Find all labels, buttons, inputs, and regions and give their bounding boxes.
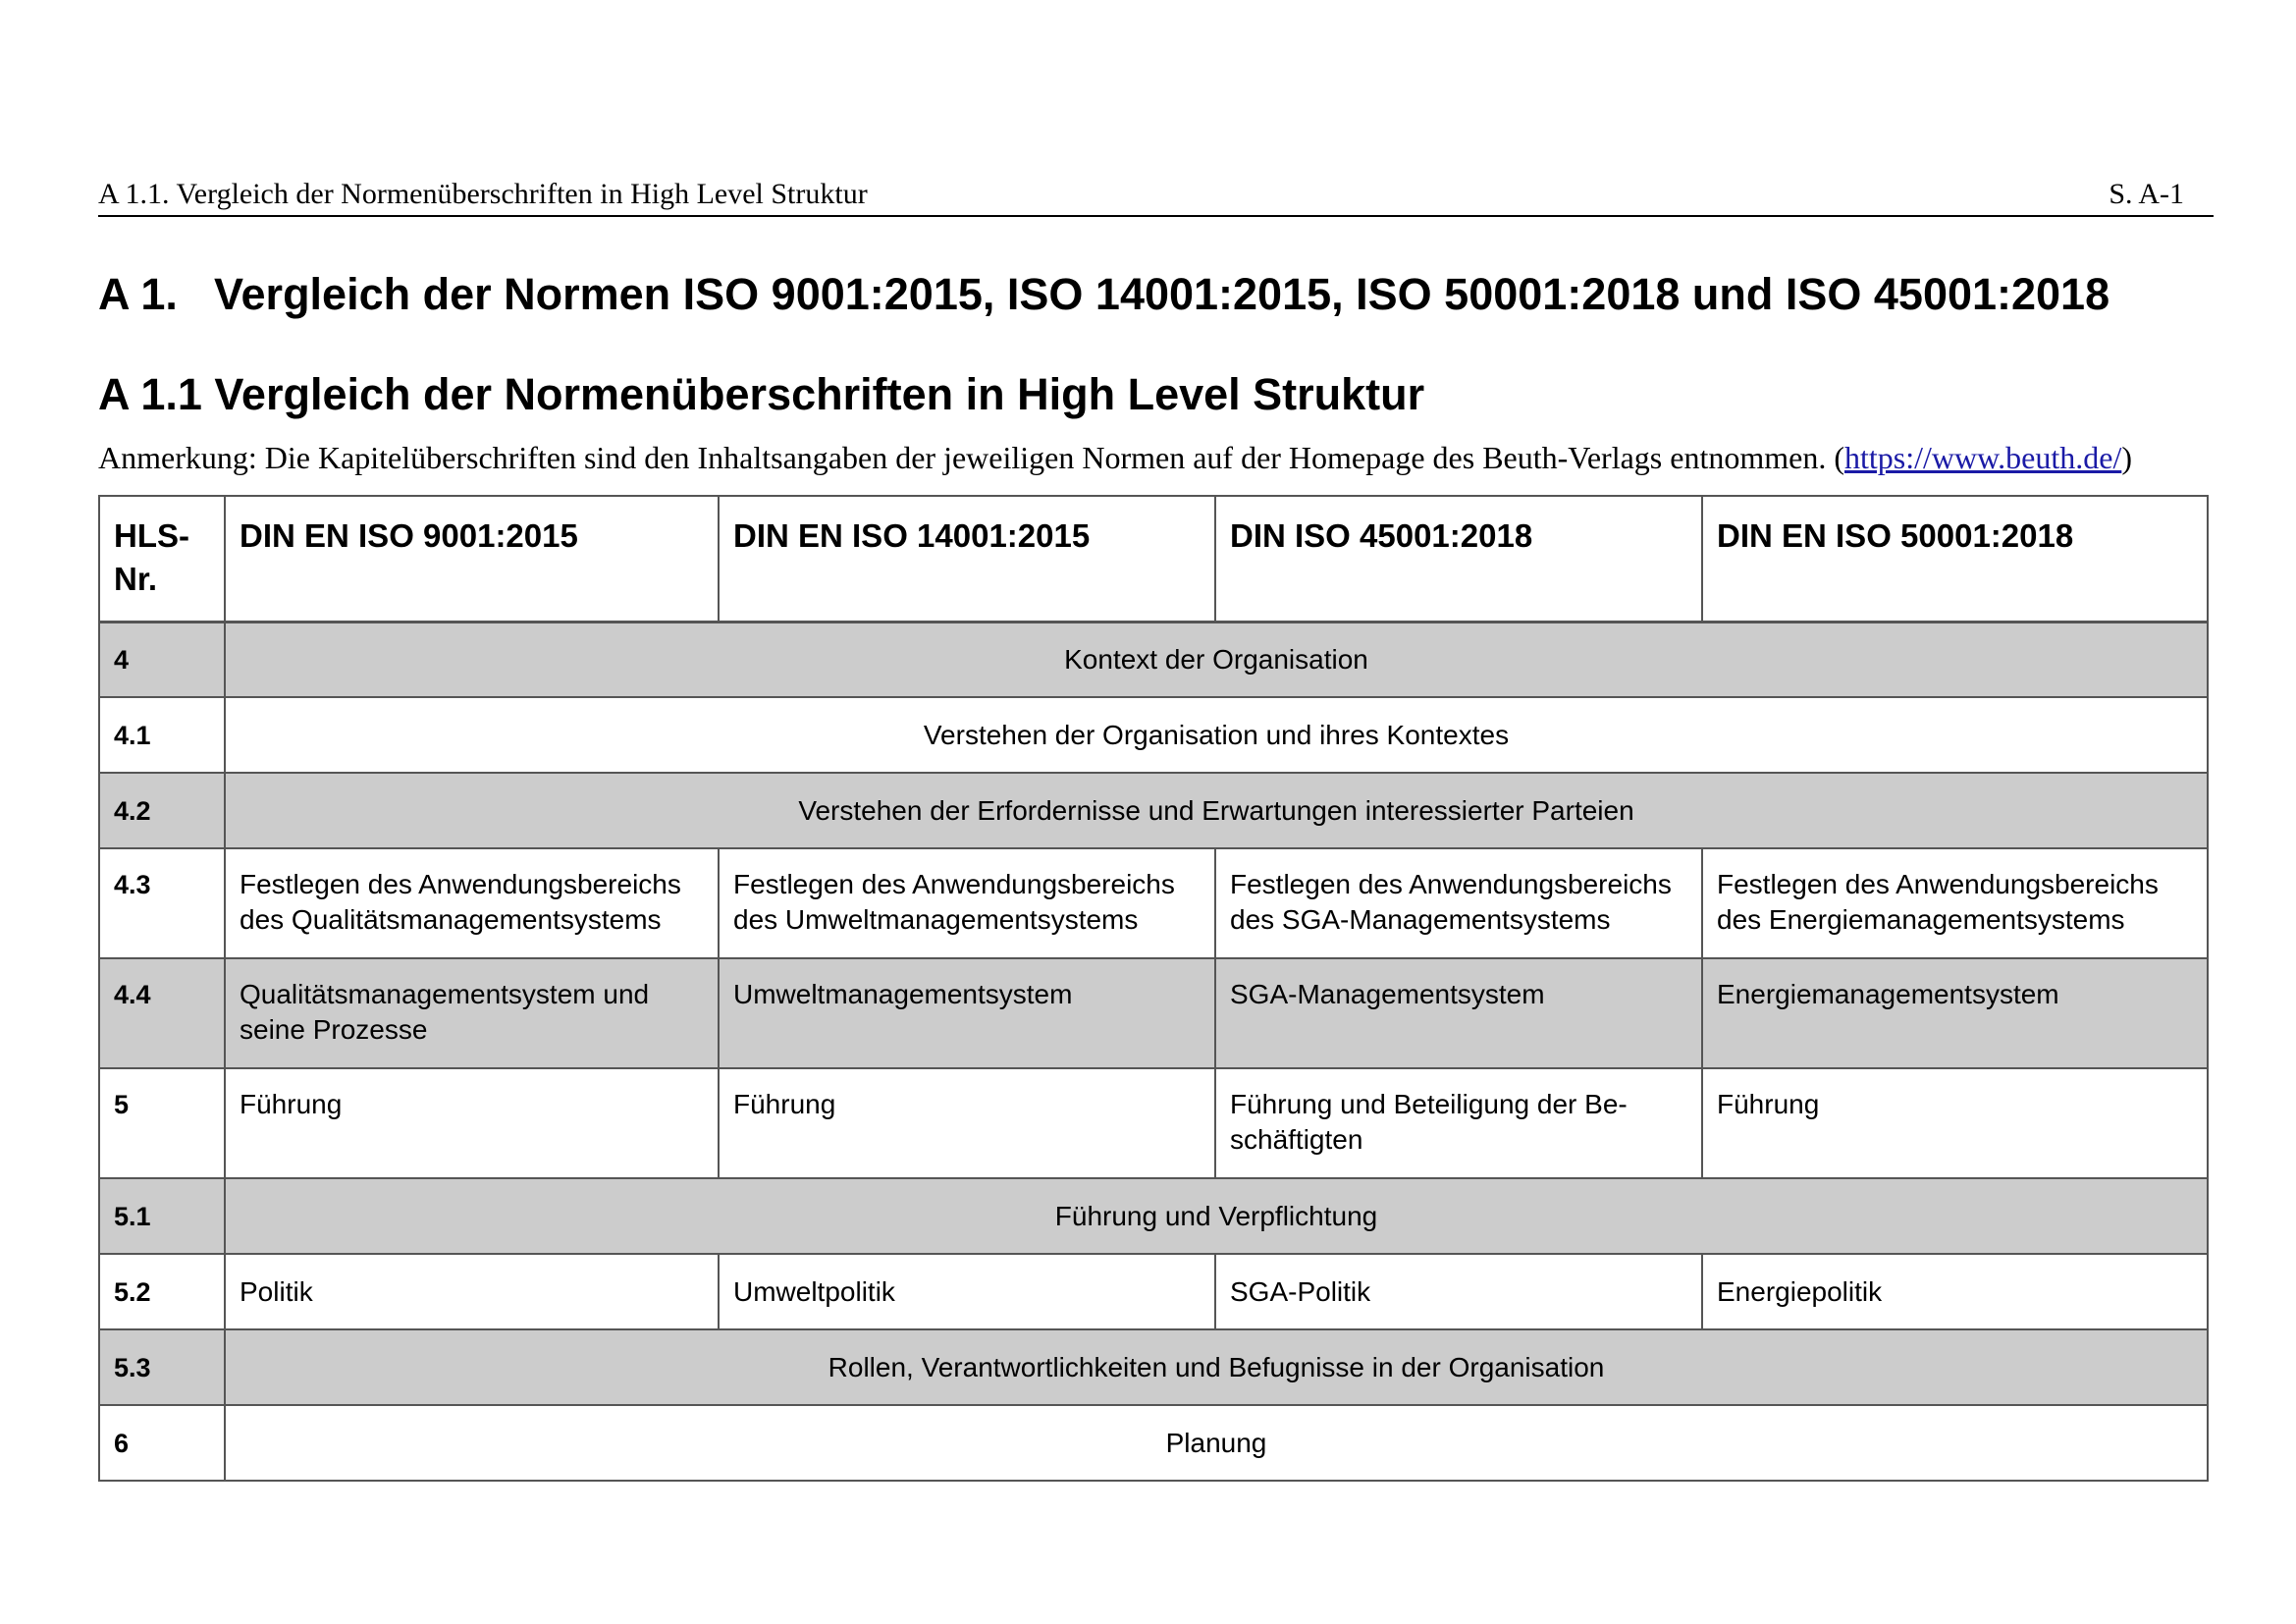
table-row: [99, 1178, 2208, 1254]
cell-iso-50001: Energiemanagementsystem: [1702, 958, 2208, 1068]
hls-comparison-table: [98, 495, 2209, 1482]
row-title: Führung und Verpflichtung: [225, 1178, 2208, 1254]
table-row: [99, 1405, 2208, 1481]
cell-iso-14001: Umweltpolitik: [719, 1254, 1215, 1329]
table-header-row: [99, 496, 2208, 622]
cell-iso-45001: Führung und Beteiligung der Be-schäftigten: [1215, 1068, 1702, 1178]
row-number: 5.2: [99, 1254, 225, 1329]
row-number: 6: [99, 1405, 225, 1481]
note: [98, 438, 2132, 477]
row-number: 5.3: [99, 1329, 225, 1405]
row-number: 5: [99, 1068, 225, 1178]
row-title: Planung: [225, 1405, 2208, 1481]
table-row: [99, 1068, 2208, 1178]
header-hls-nr: HLS-Nr.: [99, 496, 225, 622]
beuth-link[interactable]: https://www.beuth.de/: [1843, 440, 2122, 475]
section-title-text: Vergleich der Normen ISO 9001:2015, ISO 14001:2015, ISO 50001:2018 und ISO 45001:2018: [214, 269, 2110, 319]
page-header: [98, 177, 2214, 217]
subsection-title: A 1.1 Vergleich der Normenüberschriften in High Level Struktur: [98, 369, 1425, 419]
page-number: S. A-1: [2109, 178, 2184, 210]
header-iso-14001: DIN EN ISO 14001:2015: [719, 496, 1215, 622]
cell-iso-9001: Festlegen des Anwendungsbereichs des Qualitätsmanagementsystems: [225, 848, 719, 958]
row-number: 4.4: [99, 958, 225, 1068]
table-row: [99, 958, 2208, 1068]
table-row: [99, 622, 2208, 697]
row-title: Rollen, Verantwortlichkeiten und Befugnisse in der Organisation: [225, 1329, 2208, 1405]
note-close: ): [2121, 440, 2132, 475]
row-number: 5.1: [99, 1178, 225, 1254]
row-number: 4.2: [99, 773, 225, 848]
cell-iso-45001: SGA-Managementsystem: [1215, 958, 1702, 1068]
header-iso-50001: DIN EN ISO 50001:2018: [1702, 496, 2208, 622]
cell-iso-9001: Politik: [225, 1254, 719, 1329]
row-title: Kontext der Organisation: [225, 622, 2208, 697]
header-title: A 1.1. Vergleich der Normenüberschriften in High Level Struktur: [98, 178, 868, 210]
cell-iso-14001: Umweltmanagementsystem: [719, 958, 1215, 1068]
row-number: 4: [99, 622, 225, 697]
cell-iso-45001: Festlegen des Anwendungsbereichs des SGA-Managementsystems: [1215, 848, 1702, 958]
cell-iso-45001: SGA-Politik: [1215, 1254, 1702, 1329]
section-number: A 1.: [98, 269, 178, 319]
cell-iso-9001: Qualitätsmanagementsystem und seine Prozesse: [225, 958, 719, 1068]
cell-iso-50001: Energiepolitik: [1702, 1254, 2208, 1329]
cell-iso-50001: Festlegen des Anwendungsbereichs des Energiemanagementsystems: [1702, 848, 2208, 958]
table-row: [99, 773, 2208, 848]
table-row: [99, 848, 2208, 958]
row-title: Verstehen der Erfordernisse und Erwartungen interessierter Parteien: [225, 773, 2208, 848]
cell-iso-9001: Führung: [225, 1068, 719, 1178]
cell-iso-14001: Festlegen des Anwendungsbereichs des Umweltmanagementsystems: [719, 848, 1215, 958]
row-number: 4.3: [99, 848, 225, 958]
table-row: [99, 697, 2208, 773]
row-number: 4.1: [99, 697, 225, 773]
row-title: Verstehen der Organisation und ihres Kontextes: [225, 697, 2208, 773]
cell-iso-14001: Führung: [719, 1068, 1215, 1178]
table-row: [99, 1329, 2208, 1405]
table-row: [99, 1254, 2208, 1329]
header-iso-9001: DIN EN ISO 9001:2015: [225, 496, 719, 622]
note-text: Anmerkung: Die Kapitelüberschriften sind den Inhaltsangaben der jeweiligen Normen auf der Homepage des Beuth-Verlags entnommen. (: [98, 440, 1844, 475]
cell-iso-50001: Führung: [1702, 1068, 2208, 1178]
section-title: [98, 267, 2109, 322]
header-iso-45001: DIN ISO 45001:2018: [1215, 496, 1702, 622]
